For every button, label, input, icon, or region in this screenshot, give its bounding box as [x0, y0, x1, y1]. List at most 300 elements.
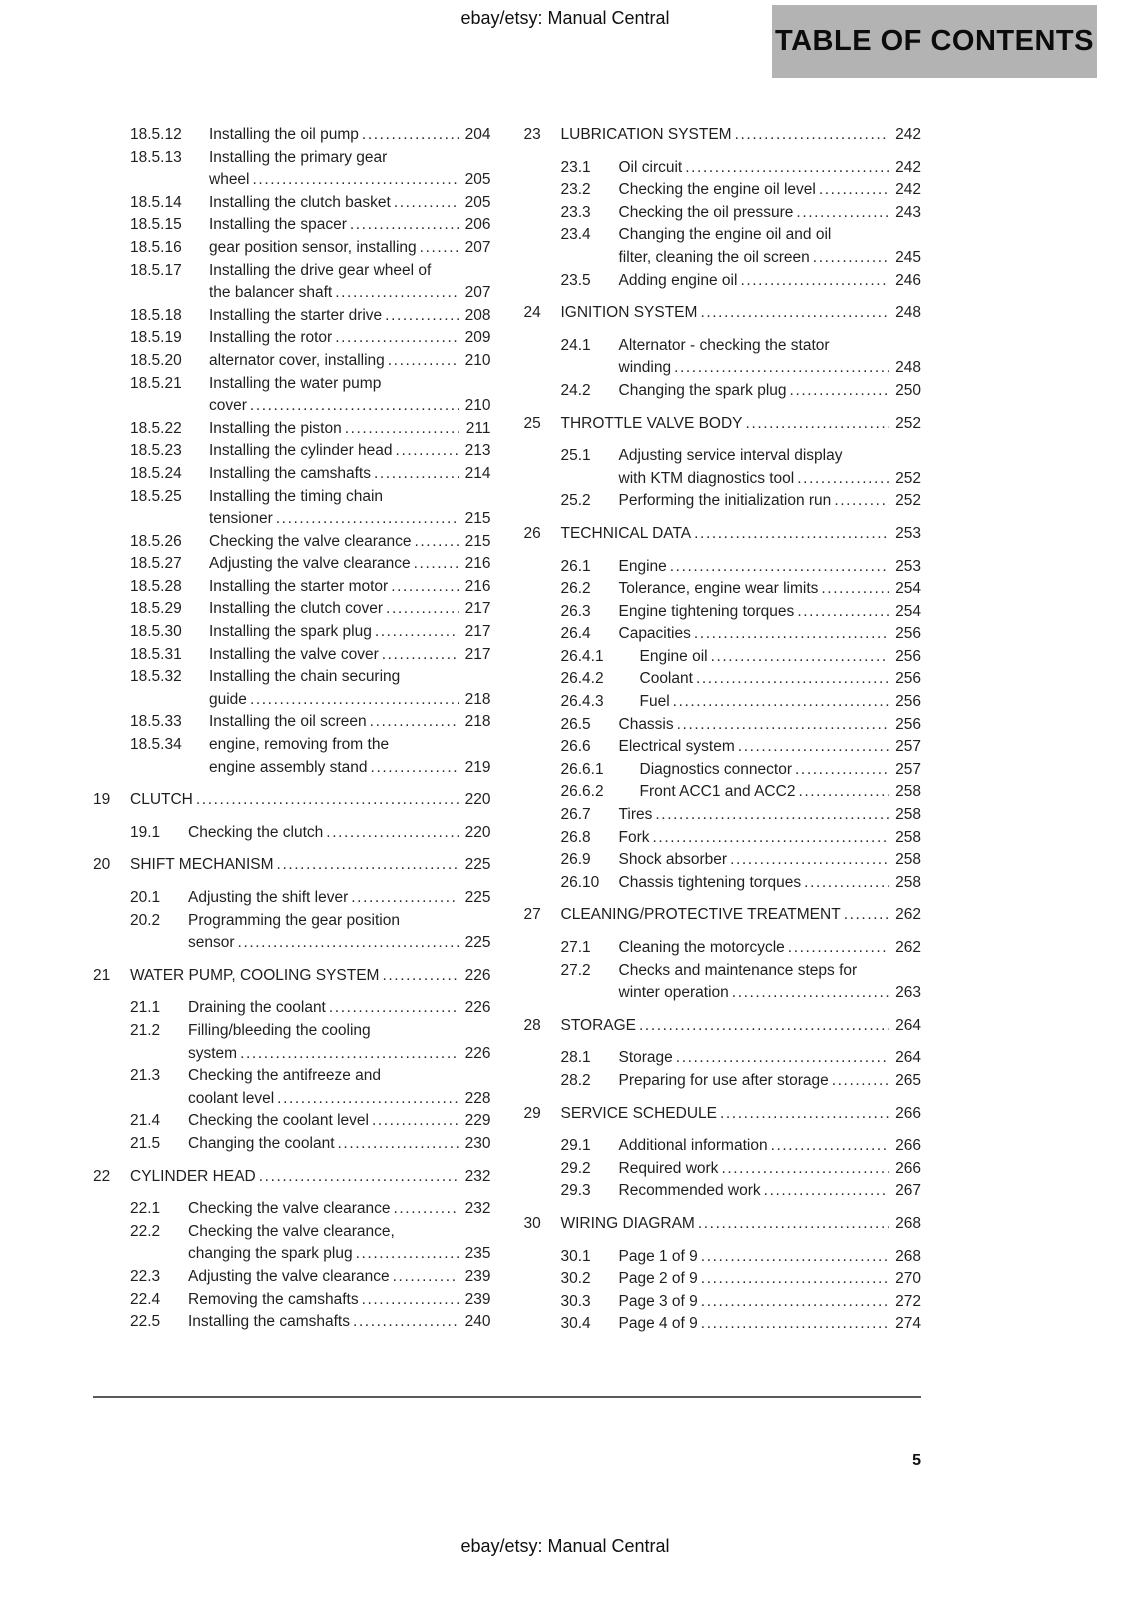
toc-entry-number: 18.5.28 [130, 577, 182, 595]
toc-entry-number: 23 [523, 126, 541, 143]
toc-entry-number: 26.10 [560, 873, 600, 891]
toc-entry-page: 266 [895, 1137, 921, 1155]
toc-entry [93, 1020, 491, 1065]
toc-entry-page: 264 [895, 1049, 921, 1067]
toc-entry-title: Checking the clutch [188, 823, 324, 841]
toc-entry-last-line [619, 1070, 922, 1093]
toc-entry-page: 205 [464, 193, 491, 211]
toc-entry-number: 18.5.29 [130, 600, 182, 618]
toc-entry-body [188, 1266, 491, 1289]
toc-entry-body [188, 1311, 491, 1334]
toc-entry-title-line: engine, removing from the [209, 736, 390, 754]
toc-entry-number: 21.3 [130, 1067, 161, 1085]
toc-chapter-entry [93, 789, 491, 812]
toc-entry-title-line: Alternator - checking the stator [618, 336, 830, 354]
toc-entry-number: 26.6.1 [560, 760, 604, 778]
toc-entry-page: 226 [464, 1044, 491, 1062]
toc-entry-title: Cleaning the motorcycle [618, 939, 785, 956]
toc-entry-last-line [619, 736, 922, 759]
toc-entry-title: Installing the camshafts [188, 1313, 350, 1331]
toc-entry [93, 1110, 491, 1133]
toc-entry [524, 380, 922, 403]
toc-entry-last-line [640, 759, 922, 782]
toc-entry-body [209, 553, 491, 576]
toc-entry [524, 1268, 922, 1291]
dot-leader [821, 578, 889, 601]
toc-entry [524, 270, 922, 293]
toc-entry-page: 206 [464, 216, 491, 234]
toc-entry [524, 1070, 922, 1093]
toc-entry-last-line [619, 982, 922, 1005]
toc-entry-page: 252 [895, 469, 921, 487]
dot-leader [414, 531, 458, 554]
dot-leader [351, 887, 458, 910]
toc-entry-number: 28.2 [560, 1071, 591, 1089]
toc-entry [93, 327, 491, 350]
toc-entry-page: 245 [895, 248, 921, 266]
toc-entry-last-line [209, 192, 491, 215]
toc-entry-page: 266 [895, 1104, 921, 1122]
toc-entry [524, 1313, 922, 1336]
toc-entry-title: tensioner [209, 510, 273, 528]
toc-entry-number: 26.9 [560, 851, 591, 869]
toc-entry-last-line [130, 965, 491, 988]
dot-leader [393, 1266, 459, 1289]
toc-entry-number: 23.2 [560, 181, 591, 199]
toc-entry [93, 598, 491, 621]
toc-entry-title: Performing the initialization run [618, 492, 832, 510]
toc-entry-body [619, 1313, 922, 1336]
toc-entry-body [130, 854, 491, 877]
dot-leader [698, 1213, 889, 1236]
dot-leader [362, 1289, 459, 1312]
toc-entry-number: 18.5.12 [130, 126, 182, 143]
dot-leader [796, 202, 889, 225]
toc-entry-page: 242 [895, 126, 921, 143]
toc-entry-last-line [640, 668, 922, 691]
toc-entry-title: TECHNICAL DATA [560, 524, 692, 542]
toc-entry [524, 960, 922, 1005]
toc-entry-number: 18.5.33 [130, 713, 182, 731]
header-site-label: ebay/etsy: Manual Central [460, 8, 670, 28]
toc-entry [524, 202, 922, 225]
toc-entry-title: Checking the valve clearance [188, 1200, 391, 1218]
dot-leader [732, 982, 889, 1005]
toc-entry-last-line [619, 468, 922, 491]
toc-entry-page: 207 [464, 284, 491, 302]
toc-entry-body [640, 691, 922, 714]
toc-entry [524, 714, 922, 737]
toc-entry-title-line: Programming the gear position [188, 911, 400, 929]
toc-entry-title: wheel [209, 171, 250, 189]
toc-entry-title: Draining the coolant [188, 999, 326, 1017]
toc-entry-body [619, 556, 922, 579]
dot-leader [277, 854, 459, 877]
toc-entry-page: 258 [895, 851, 921, 869]
toc-entry-page: 256 [895, 625, 921, 643]
toc-entry-page: 204 [464, 126, 491, 143]
toc-entry-number: 22.2 [130, 1222, 161, 1240]
toc-entry-page: 257 [895, 738, 921, 756]
dot-leader [329, 997, 459, 1020]
toc-entry [524, 937, 922, 960]
toc-entry [93, 124, 491, 147]
toc-entry [93, 621, 491, 644]
toc-entry-number: 25.2 [560, 492, 591, 510]
toc-entry [93, 1289, 491, 1312]
dot-leader [674, 357, 889, 380]
toc-entry-last-line [209, 214, 491, 237]
toc-entry-body [640, 646, 922, 669]
toc-entry-last-line [209, 757, 491, 780]
toc-entry-body [188, 997, 491, 1020]
dot-leader [798, 781, 889, 804]
toc-entry-body [619, 960, 922, 1005]
toc-entry-page: 248 [895, 304, 921, 322]
toc-entry [93, 418, 491, 441]
toc-entry-number: 22 [93, 1167, 111, 1185]
toc-entry-number: 30.1 [560, 1247, 591, 1265]
dot-leader [335, 282, 458, 305]
toc-entry-body [209, 666, 491, 711]
toc-entry-title: Installing the starter drive [209, 306, 383, 324]
toc-entry-title: Installing the starter motor [209, 577, 389, 595]
toc-entry-body [209, 734, 491, 779]
toc-entry-number: 23.3 [560, 203, 591, 221]
toc-entry-body [209, 418, 491, 441]
toc-entry-number: 21.4 [130, 1112, 161, 1130]
toc-entry-title: Changing the spark plug [618, 381, 787, 399]
dot-leader [382, 965, 458, 988]
toc-entry-number: 29.1 [560, 1137, 591, 1155]
toc-entry [93, 822, 491, 845]
toc-entry-page: 257 [895, 760, 921, 778]
toc-entry [524, 872, 922, 895]
toc-entry-body [640, 668, 922, 691]
toc-entry-last-line [188, 997, 491, 1020]
toc-entry-body [188, 1133, 491, 1156]
toc-entry-title: CLUTCH [130, 791, 193, 809]
toc-entry-body [619, 1047, 922, 1070]
toc-column-left [93, 124, 491, 1336]
toc-entry-number: 26.1 [560, 557, 591, 575]
toc-entry-page: 267 [895, 1182, 921, 1200]
toc-entry [93, 887, 491, 910]
toc-entry-last-line [561, 523, 922, 546]
toc-entry-number: 18.5.32 [130, 668, 182, 686]
toc-entry-number: 27.1 [560, 939, 591, 956]
toc-entry-last-line [209, 327, 491, 350]
toc-entry-last-line [188, 1311, 491, 1334]
toc-entry-last-line [619, 490, 922, 513]
toc-entry [93, 440, 491, 463]
toc-entry-title: Page 4 of 9 [618, 1315, 698, 1333]
toc-entry-body [188, 1221, 491, 1266]
toc-entry [524, 1047, 922, 1070]
toc-entry-title: WATER PUMP, COOLING SYSTEM [130, 966, 380, 984]
dot-leader [676, 1047, 889, 1070]
toc-chapter-entry [524, 904, 922, 927]
toc-entry-body [130, 789, 491, 812]
dot-leader [701, 1268, 889, 1291]
toc-entry-last-line [188, 1243, 491, 1266]
toc-entry-last-line [619, 1180, 922, 1203]
toc-entry-title: Tires [618, 806, 653, 824]
toc-entry [93, 486, 491, 531]
dot-leader [362, 124, 459, 147]
toc-entry-last-line [209, 576, 491, 599]
toc-entry-number: 26.3 [560, 602, 591, 620]
toc-entry-last-line [619, 270, 922, 293]
toc-entry [524, 1180, 922, 1203]
toc-entry-title: Oil circuit [618, 158, 683, 176]
toc-entry-page: 209 [464, 329, 491, 347]
toc-entry-body [209, 644, 491, 667]
dot-leader [356, 1243, 459, 1266]
toc-entry [524, 736, 922, 759]
toc-entry-body [619, 380, 922, 403]
dot-leader [764, 1180, 889, 1203]
toc-entry-page: 242 [895, 158, 921, 176]
toc-entry-last-line [619, 380, 922, 403]
toc-entry [93, 1266, 491, 1289]
toc-entry-last-line [619, 601, 922, 624]
toc-entry [93, 260, 491, 305]
dot-leader [740, 270, 889, 293]
toc-entry-page: 232 [464, 1200, 491, 1218]
toc-entry-body [188, 1020, 491, 1065]
toc-entry-title: Installing the spark plug [209, 623, 372, 641]
toc-entry-last-line [619, 804, 922, 827]
toc-entry-number: 18.5.13 [130, 148, 182, 166]
toc-entry-page: 219 [464, 758, 491, 776]
toc-entry-last-line [209, 508, 491, 531]
toc-entry-number: 18.5.34 [130, 736, 182, 754]
toc-chapter-entry [524, 1213, 922, 1236]
toc-entry-body [619, 623, 922, 646]
toc-entry-title: Front ACC1 and ACC2 [639, 783, 796, 801]
toc-entry-body [619, 804, 922, 827]
dot-leader [420, 237, 459, 260]
toc-entry-last-line [209, 553, 491, 576]
toc-entry-title: Preparing for use after storage [618, 1071, 829, 1089]
toc-entry-number: 18.5.17 [130, 261, 182, 279]
toc-entry-last-line [619, 247, 922, 270]
toc-entry-title: Required work [618, 1159, 719, 1177]
toc-entry-number: 27.2 [560, 961, 591, 979]
toc-entry-number: 30.3 [560, 1292, 591, 1310]
toc-entry [524, 490, 922, 513]
toc-entry-number: 22.1 [130, 1200, 161, 1218]
toc-entry-title: Engine oil [639, 647, 708, 665]
toc-entry-title: Chassis tightening torques [618, 873, 802, 891]
toc-entry-number: 20 [93, 856, 111, 874]
toc-entry-last-line [209, 169, 491, 192]
toc-entry-body [561, 302, 922, 325]
toc-entry-body [209, 463, 491, 486]
toc-entry-number: 26.2 [560, 580, 591, 598]
toc-entry-body [561, 904, 922, 927]
toc-entry-page: 256 [895, 670, 921, 688]
dot-leader [788, 937, 889, 960]
toc-entry-body [130, 965, 491, 988]
toc-entry-title: Chassis [618, 715, 674, 733]
toc-entry-title: winter operation [618, 984, 729, 1002]
toc-entry-page: 270 [895, 1270, 921, 1288]
toc-entry-body [209, 260, 491, 305]
toc-entry-page: 228 [464, 1089, 491, 1107]
toc-entry-number: 28.1 [560, 1049, 591, 1067]
toc-entry-title: Installing the oil screen [209, 713, 367, 731]
dot-leader [196, 789, 459, 812]
toc-entry-last-line [619, 1158, 922, 1181]
dot-leader [721, 1158, 889, 1181]
toc-entry-number: 18.5.14 [130, 193, 182, 211]
dot-leader [720, 1103, 889, 1126]
toc-entry-title: THROTTLE VALVE BODY [560, 414, 743, 432]
dot-leader [653, 827, 890, 850]
toc-entry-last-line [188, 1088, 491, 1111]
toc-entry-page: 216 [464, 555, 491, 573]
toc-entry-page: 256 [895, 647, 921, 665]
toc-entry-body [619, 1158, 922, 1181]
toc-entry-body [619, 157, 922, 180]
toc-entry-last-line [188, 1110, 491, 1133]
toc-entry-body [209, 598, 491, 621]
toc-entry-body [209, 440, 491, 463]
toc-entry-page: 242 [895, 181, 921, 199]
toc-entry-page: 246 [895, 271, 921, 289]
toc-entry [93, 463, 491, 486]
toc-entry-page: 268 [895, 1247, 921, 1265]
toc-entry-number: 26.4.1 [560, 647, 604, 665]
toc-entry-page: 220 [464, 823, 491, 841]
dot-leader [388, 350, 459, 373]
toc-entry-title: Adjusting the valve clearance [188, 1267, 390, 1285]
toc-entry-last-line [619, 556, 922, 579]
dot-leader [350, 214, 459, 237]
toc-entry-last-line [209, 350, 491, 373]
toc-chapter-entry [93, 854, 491, 877]
dot-leader [670, 556, 889, 579]
toc-entry-title: CLEANING/PROTECTIVE TREATMENT [560, 906, 841, 924]
toc-chapter-entry [524, 523, 922, 546]
toc-entry-body [209, 621, 491, 644]
toc-entry-last-line [209, 124, 491, 147]
toc-entry-page: 250 [895, 381, 921, 399]
toc-entry-title: Installing the spacer [209, 216, 347, 234]
toc-entry-last-line [619, 827, 922, 850]
toc-entry-title: Installing the camshafts [209, 464, 371, 482]
toc-entry [524, 335, 922, 380]
toc-entry-title-line: Checking the antifreeze and [188, 1067, 382, 1085]
toc-entry-title-line: Installing the water pump [209, 374, 382, 392]
toc-entry-title: Capacities [618, 625, 691, 643]
toc-entry-last-line [619, 1047, 922, 1070]
toc-entry-number: 26.6 [560, 738, 591, 756]
toc-entry-last-line [561, 904, 922, 927]
dot-leader [673, 691, 889, 714]
toc-entry-title: cover [209, 397, 247, 415]
toc-entry-number: 26.7 [560, 806, 591, 824]
toc-entry-page: 210 [464, 351, 491, 369]
toc-entry-title: CYLINDER HEAD [130, 1167, 256, 1185]
toc-entry [524, 781, 922, 804]
toc-entry [93, 237, 491, 260]
toc-entry-last-line [619, 578, 922, 601]
toc-entry-body [209, 373, 491, 418]
toc-entry-number: 27 [523, 906, 541, 924]
toc-entry-body [188, 1065, 491, 1110]
toc-entry [93, 711, 491, 734]
toc-entry-body [561, 1213, 922, 1236]
toc-entry-last-line [188, 822, 491, 845]
toc-entry-body [561, 413, 922, 436]
toc-column-right [524, 124, 922, 1336]
toc-entry-number: 22.5 [130, 1313, 161, 1331]
dot-leader [701, 1246, 889, 1269]
toc-entry-body [561, 1103, 922, 1126]
toc-entry-title: LUBRICATION SYSTEM [560, 126, 732, 143]
toc-entry-number: 18.5.20 [130, 351, 182, 369]
toc-entry-title: Adjusting the valve clearance [209, 555, 411, 573]
toc-entry [93, 576, 491, 599]
toc-entry-page: 258 [895, 783, 921, 801]
toc-entry-number: 24.2 [560, 381, 591, 399]
toc-entry-last-line [209, 621, 491, 644]
toc-entry-page: 217 [464, 645, 491, 663]
toc-entry-title: IGNITION SYSTEM [560, 304, 698, 322]
toc-entry-body [619, 1268, 922, 1291]
toc-entry-title: Checking the engine oil level [618, 181, 816, 199]
toc-entry-title: STORAGE [560, 1016, 637, 1034]
toc-entry-last-line [561, 1015, 922, 1038]
toc-entry-title-line: Installing the chain securing [209, 668, 401, 686]
toc-entry-title: SERVICE SCHEDULE [560, 1104, 717, 1122]
toc-entry-page: 252 [895, 492, 921, 510]
toc-entry-number: 18.5.15 [130, 216, 182, 234]
toc-entry-title: Fork [618, 828, 650, 846]
dot-leader [259, 1166, 459, 1189]
toc-entry-body [188, 887, 491, 910]
toc-entry-last-line [619, 1291, 922, 1314]
dot-leader [238, 932, 459, 955]
toc-entry-title: Diagnostics connector [639, 760, 792, 778]
toc-entry-last-line [619, 937, 922, 960]
toc-entry-page: 256 [895, 715, 921, 733]
dot-leader [694, 523, 889, 546]
toc-entry-last-line [619, 1246, 922, 1269]
toc-entry-last-line [188, 932, 491, 955]
toc-entry [524, 578, 922, 601]
toc-entry [93, 531, 491, 554]
toc-entry-last-line [209, 463, 491, 486]
toc-entry-page: 205 [464, 171, 491, 189]
toc-entry [524, 601, 922, 624]
toc-entry [93, 734, 491, 779]
toc-entry-page: 225 [464, 889, 491, 906]
toc-entry-last-line [209, 418, 491, 441]
toc-entry-page: 268 [895, 1214, 921, 1232]
toc-entry-last-line [561, 413, 922, 436]
toc-entry-last-line [188, 887, 491, 910]
dot-leader [700, 302, 889, 325]
toc-entry-number: 18.5.21 [130, 374, 182, 392]
toc-entry-title: Storage [618, 1049, 673, 1067]
toc-entry-number: 30 [523, 1214, 541, 1232]
toc-entry-title: Electrical system [618, 738, 735, 756]
toc-entry-number: 26 [523, 524, 541, 542]
